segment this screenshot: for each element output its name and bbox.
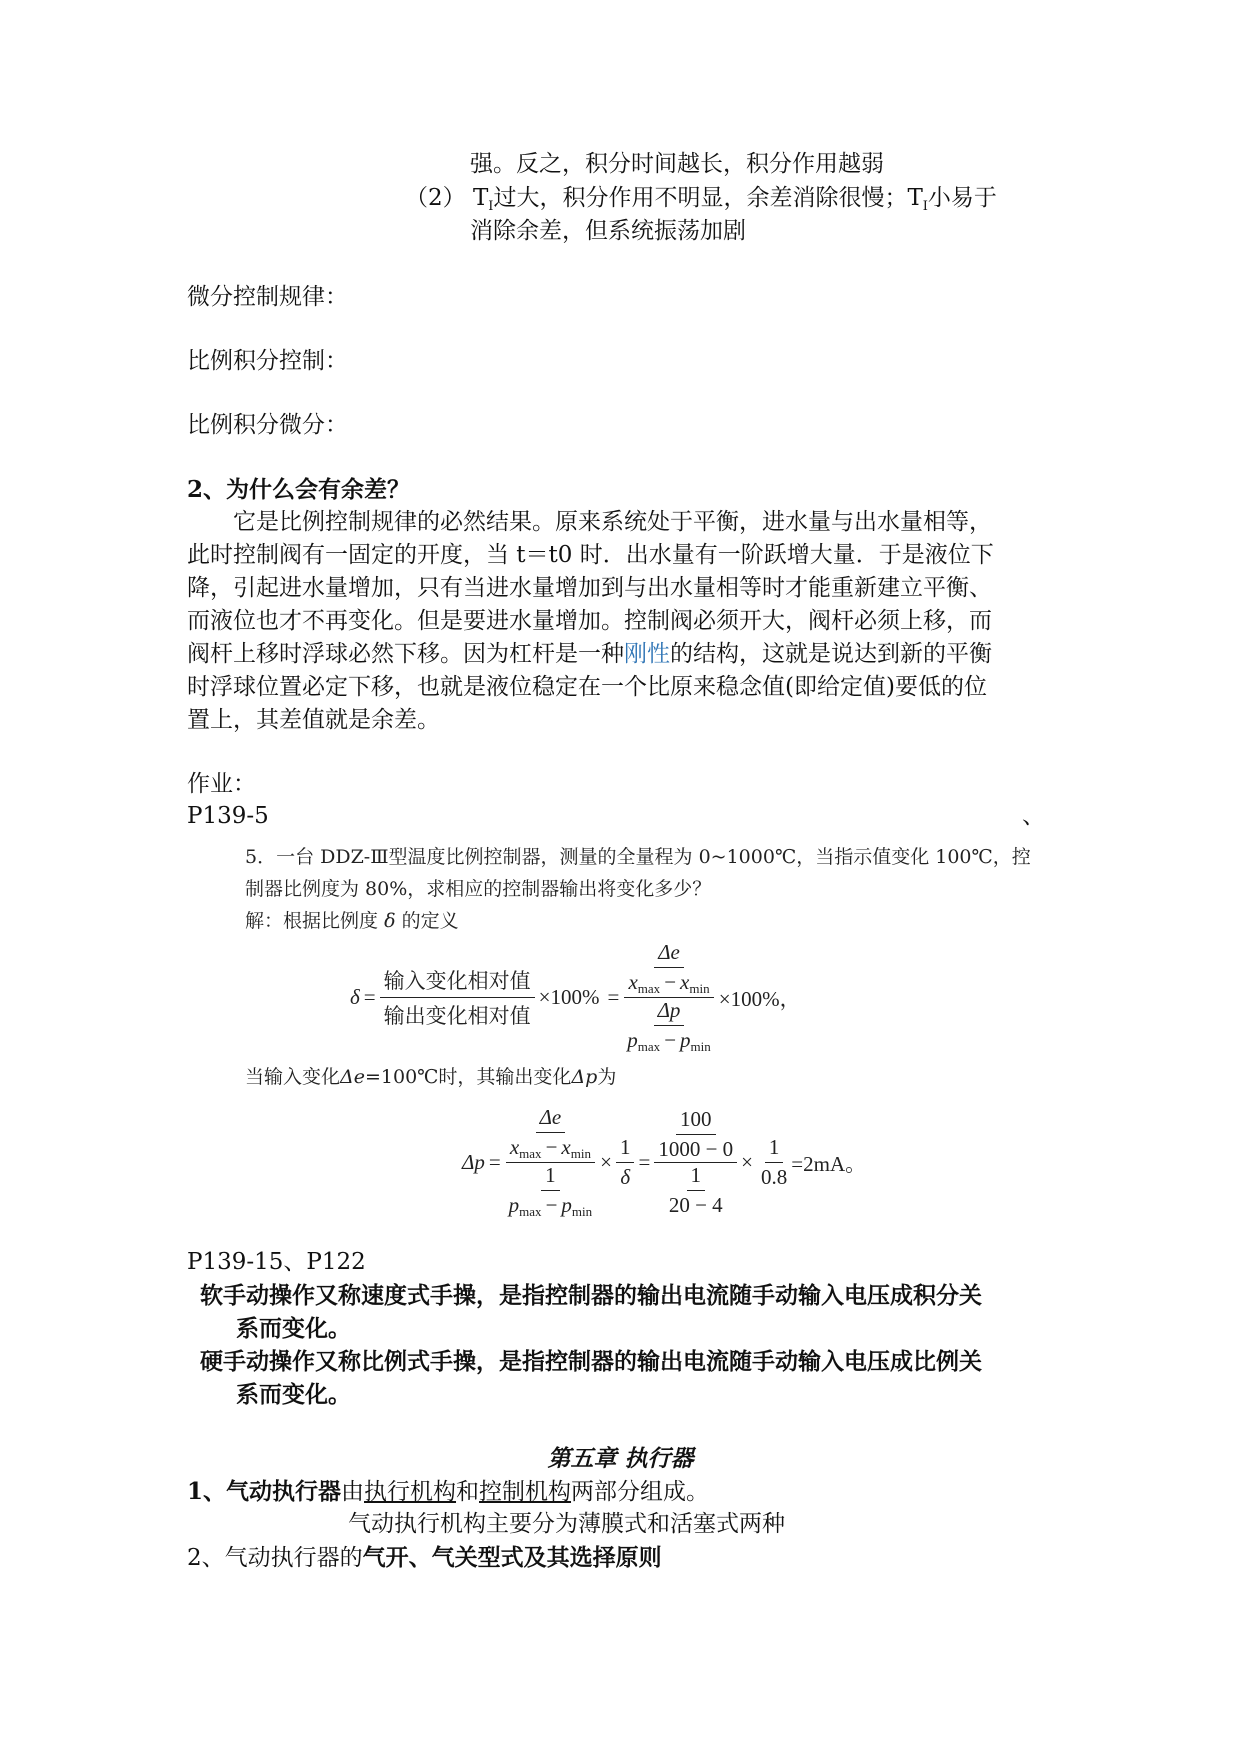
chapter-title: 第五章 执行器 bbox=[547, 1445, 694, 1472]
excerpt-when-line bbox=[245, 1062, 616, 1089]
f2-numeric-lower bbox=[665, 1163, 727, 1218]
p1-a: 1、气动执行器 bbox=[187, 1478, 342, 1505]
p2-a: 2、气动执行器的 bbox=[187, 1545, 363, 1571]
excerpt-line-3-a: 解：根据比例度 bbox=[245, 910, 379, 932]
item-number: （2） bbox=[405, 185, 466, 211]
f1-pmax-sub: max bbox=[637, 1039, 661, 1054]
q2-line-1: 它是比例控制规律的必然结果。原来系统处于平衡，进水量与出水量相等， bbox=[187, 509, 992, 535]
f1-compound-frac bbox=[623, 940, 714, 1055]
f2-one: 1 bbox=[545, 1163, 556, 1187]
f2-minus-1: − bbox=[545, 1135, 558, 1159]
f1-num: 输入变化相对值 bbox=[380, 965, 535, 998]
when-de: Δe bbox=[340, 1066, 365, 1088]
f2-de: Δe bbox=[539, 1105, 562, 1129]
f2-n1: 1 bbox=[687, 1163, 706, 1191]
f2-dp: Δp bbox=[462, 1150, 485, 1174]
f2-xmin-sub: min bbox=[570, 1146, 591, 1161]
derivative-label: 微分控制规律： bbox=[187, 284, 348, 310]
excerpt-line-2: 制器比例度为 80%，求相应的控制器输出将变化多少？ bbox=[245, 878, 712, 900]
f2-one2: 1 bbox=[616, 1135, 635, 1163]
actuator-mechanism: 执行机构 bbox=[364, 1479, 457, 1505]
homework-label: 作业： bbox=[187, 771, 256, 797]
p2-b: 气开、气关型式及其选择原则 bbox=[362, 1544, 662, 1571]
f1-den: 输出变化相对值 bbox=[383, 1004, 531, 1028]
q2-line-5-a: 阀杆上移时浮球必然下移。因为杠杆是一种 bbox=[187, 641, 624, 667]
f2-result: =2mA。 bbox=[791, 1151, 867, 1176]
f2-times-2: × bbox=[741, 1150, 754, 1174]
f2-upper-frac bbox=[506, 1105, 595, 1162]
pid-label: 比例积分微分： bbox=[187, 412, 348, 438]
f2-n100: 100 bbox=[676, 1107, 716, 1135]
f2-one3: 1 bbox=[765, 1135, 784, 1163]
q2-line-4: 而液位也才不再变化。但是要进水量增加。控制阀必须开大，阀杆必须上移，而 bbox=[187, 608, 992, 634]
f2-pmax-sub: max bbox=[519, 1204, 542, 1219]
f2-numeric-upper bbox=[654, 1107, 737, 1162]
f1-xmax: x bbox=[628, 970, 638, 994]
q2-line-6: 时浮球位置必定下移，也就是液位稳定在一个比原来稳念值(即给定值)要低的位 bbox=[187, 674, 987, 700]
f2-pmax: p bbox=[508, 1193, 520, 1217]
q2-heading: 2、为什么会有余差？ bbox=[187, 476, 411, 503]
p1-d: 和 bbox=[456, 1479, 480, 1505]
formula-2 bbox=[462, 1105, 866, 1220]
manual-ref: P139-15、P122 bbox=[187, 1249, 366, 1275]
f1-frac-text bbox=[380, 965, 535, 1030]
f1-pmin: p bbox=[680, 1028, 691, 1052]
control-mechanism: 控制机构 bbox=[479, 1479, 572, 1505]
f1-minus-2: − bbox=[664, 1028, 677, 1052]
f1-eq: = bbox=[363, 985, 376, 1009]
f2-n08: 0.8 bbox=[761, 1165, 788, 1189]
p1-b: 由 bbox=[341, 1479, 365, 1505]
chapter5-point-1 bbox=[187, 1475, 709, 1509]
f1-upper-frac bbox=[624, 940, 713, 997]
f1-times: ×100% bbox=[538, 985, 600, 1009]
q2-line-2: 此时控制阀有一固定的开度，当 t＝t0 时．出水量有一阶跃增大量．于是液位下 bbox=[187, 542, 994, 568]
f2-delta: δ bbox=[620, 1165, 631, 1189]
f2-n1000: 1000 − 0 bbox=[658, 1137, 734, 1161]
f2-times-1: × bbox=[600, 1150, 612, 1174]
delta-symbol: δ bbox=[384, 910, 396, 932]
hard-manual-line-2: 系而变化。 bbox=[236, 1381, 351, 1408]
f1-xmax-sub: max bbox=[637, 981, 661, 996]
f2-xmin: x bbox=[561, 1135, 571, 1159]
integral-line-3: 消除余差，但系统振荡加剧 bbox=[470, 218, 746, 244]
excerpt-line-1: 5．一台 DDZ-Ⅲ型温度比例控制器，测量的全量程为 0~1000℃，当指示值变化 100℃，控 bbox=[245, 846, 1031, 868]
ti-subscript: I bbox=[488, 199, 494, 214]
f1-xmin: x bbox=[680, 970, 690, 994]
excerpt-line-3-b: 的定义 bbox=[401, 910, 459, 932]
f2-frac-08 bbox=[757, 1135, 791, 1190]
f2-eq2: = bbox=[638, 1150, 651, 1174]
q2-line-7: 置上，其差值就是余差。 bbox=[187, 707, 440, 733]
f1-minus-1: − bbox=[664, 970, 677, 994]
f1-xmin-sub: min bbox=[689, 981, 710, 996]
when-dp: Δp bbox=[571, 1066, 598, 1088]
f1-pmin-sub: min bbox=[690, 1039, 711, 1054]
f2-n204: 20 − 4 bbox=[668, 1193, 723, 1217]
hard-manual-line-1: 硬手动操作又称比例式手操，是指控制器的输出电流随手动输入电压成比例关 bbox=[200, 1348, 982, 1375]
soft-manual-line-2: 系而变化。 bbox=[236, 1315, 351, 1342]
f1-dp: Δp bbox=[657, 998, 681, 1022]
f2-lower-frac bbox=[505, 1163, 596, 1220]
item-text-a: T bbox=[472, 185, 489, 211]
rigid-link[interactable]: 刚性 bbox=[624, 641, 670, 667]
f2-compound-numeric bbox=[654, 1107, 737, 1218]
f2-compound-frac bbox=[505, 1105, 596, 1220]
f1-delta: δ bbox=[350, 985, 360, 1009]
item-text-c: 小易于 bbox=[927, 185, 997, 211]
soft-manual-line-1: 软手动操作又称速度式手操，是指控制器的输出电流随手动输入电压成积分关 bbox=[200, 1282, 982, 1309]
f2-xmax: x bbox=[509, 1135, 520, 1159]
f1-pmax: p bbox=[627, 1028, 638, 1052]
f2-xmax-sub: max bbox=[519, 1146, 542, 1161]
formula-1 bbox=[350, 940, 805, 1055]
f2-frac-delta bbox=[616, 1135, 635, 1190]
integral-line-1: 强。反之，积分时间越长，积分作用越弱 bbox=[470, 151, 884, 177]
item-text-b: 过大，积分作用不明显，余差消除很慢；T bbox=[493, 185, 923, 211]
f1-lower-frac bbox=[623, 998, 714, 1055]
q2-line-5-b: 的结构，这就是说达到新的平衡 bbox=[670, 641, 992, 667]
homework-ref-1: P139-5 bbox=[187, 803, 269, 829]
f1-eq2: = bbox=[607, 985, 620, 1009]
when-b: =100℃时，其输出变化 bbox=[364, 1066, 572, 1088]
f1-tail: ×100%， bbox=[718, 986, 801, 1011]
when-c: 为 bbox=[597, 1066, 617, 1088]
ti-subscript-2: I bbox=[922, 199, 928, 214]
p1-f: 两部分组成。 bbox=[571, 1479, 710, 1505]
when-a: 当输入变化 bbox=[245, 1066, 341, 1088]
f2-pmin-sub: min bbox=[571, 1204, 593, 1219]
pi-label: 比例积分控制： bbox=[187, 348, 348, 374]
f2-minus-2: − bbox=[545, 1193, 558, 1217]
excerpt-line-3 bbox=[245, 906, 459, 933]
f1-de: Δe bbox=[658, 940, 680, 964]
q2-line-3: 降，引起进水量增加，只有当进水量增加到与出水量相等时才能重新建立平衡、 bbox=[187, 575, 992, 601]
stray-mark: 、 bbox=[1022, 803, 1045, 829]
chapter5-point-1-sub: 气动执行机构主要分为薄膜式和活塞式两种 bbox=[348, 1511, 785, 1537]
chapter5-point-2 bbox=[187, 1541, 662, 1575]
f2-pmin: p bbox=[561, 1193, 572, 1217]
f2-eq: = bbox=[488, 1150, 501, 1174]
q2-line-5 bbox=[187, 638, 992, 671]
